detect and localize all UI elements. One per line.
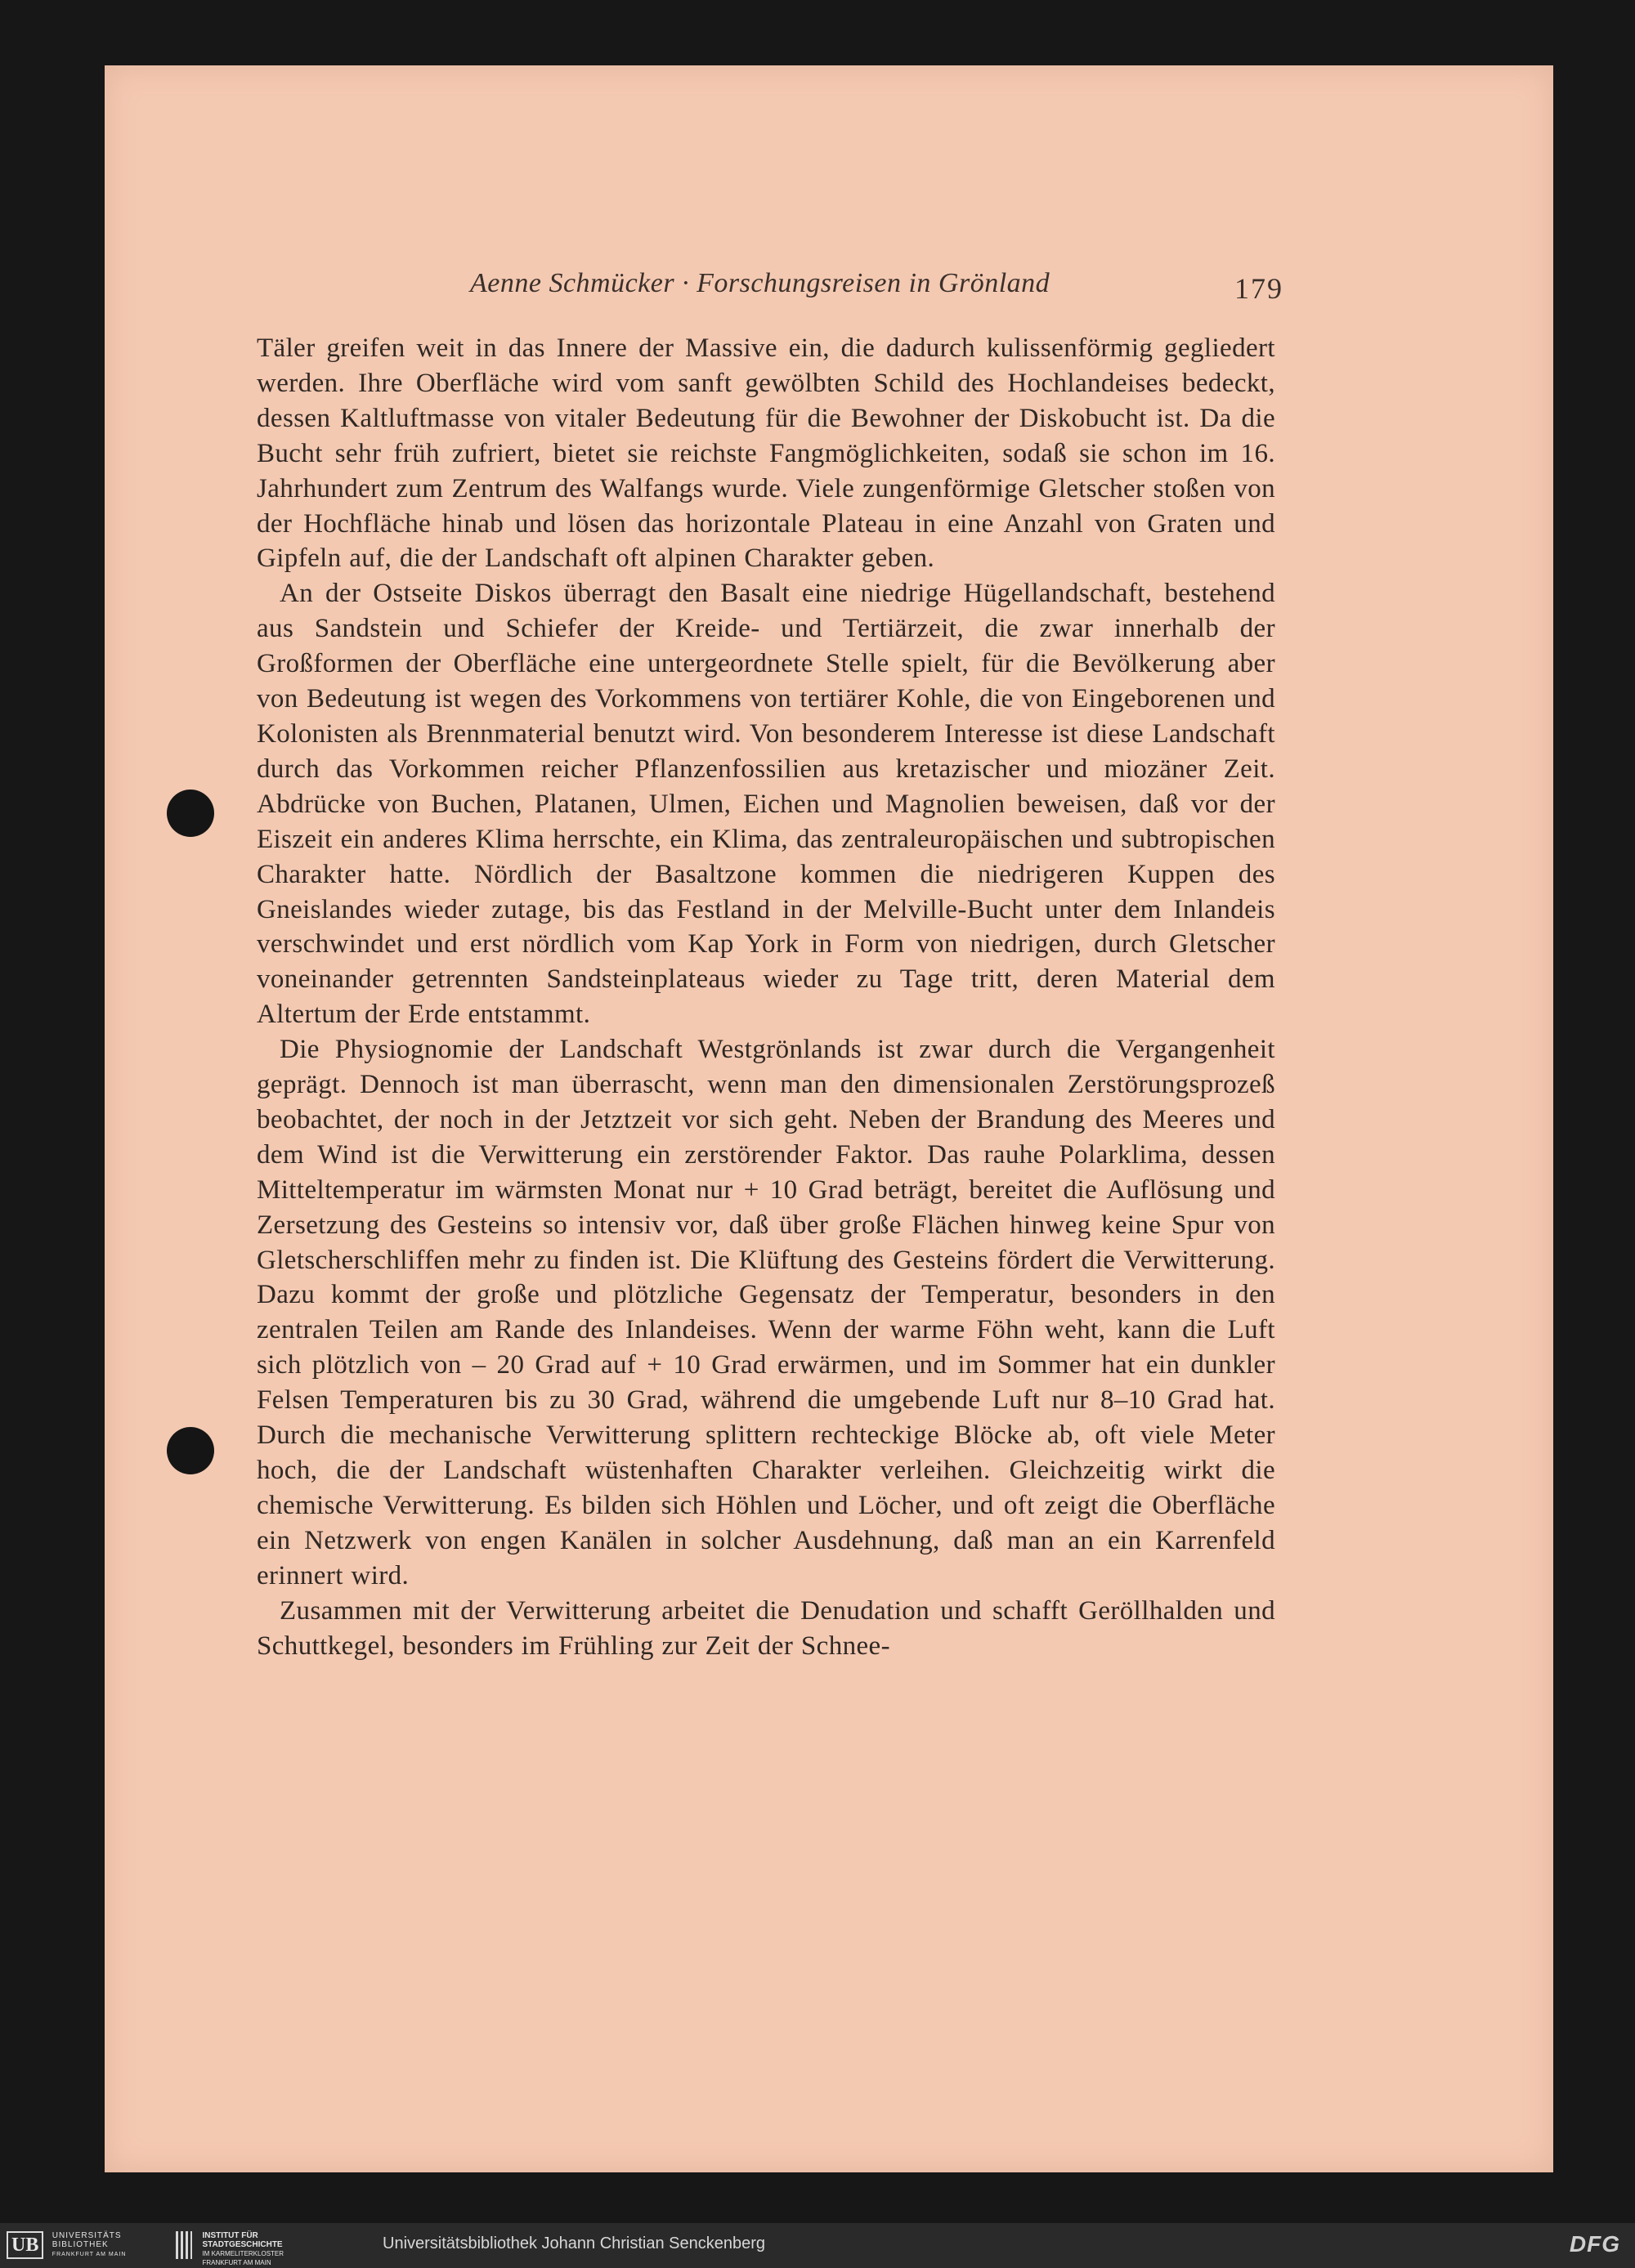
ub-logo[interactable] <box>7 2231 170 2259</box>
paragraph: Täler greifen weit in das Innere der Massive ein, die dadurch kulissenförmig gegliedert werden. Ihre Oberfläche wird vom sanft gewölbten Schild des Hochlandeises bedeckt, dessen Kaltluftmasse von vitaler Bedeutung für die Bewohner der Diskobucht ist. Da die Bucht sehr früh zufriert, bietet sie reichste Fangmöglichkeiten, sodaß sie schon im 16. Jahrhundert zum Zentrum des Walfangs wurde. Viele zungenförmige Gletscher stoßen von der Hochfläche hinab und lösen das horizontale Plateau in eine Anzahl von Graten und Gipfeln auf, die der Landschaft oft alpinen Charakter geben. <box>257 333 1275 574</box>
isg-logo-line: IM KARMELITERKLOSTER <box>202 2250 284 2257</box>
isg-logo-line: FRANKFURT AM MAIN <box>202 2259 271 2266</box>
isg-logo-text <box>202 2231 284 2267</box>
ub-logo-line: FRANKFURT AM MAIN <box>52 2252 127 2257</box>
page-number: 179 <box>1234 272 1283 305</box>
viewer-footer <box>0 2223 1635 2268</box>
body-text <box>257 331 1275 1663</box>
paragraph: Die Physiognomie der Landschaft Westgrönlands ist zwar durch die Vergangenheit geprägt. Dennoch ist man überrascht, wenn man den dimensionalen Zerstörungsprozeß beobachtet, der noch in der Jetztzeit vor sich geht. Neben der Brandung des Meeres und dem Wind ist die Verwitterung ein zerstörender Faktor. Das rauhe Polarklima, dessen Mitteltemperatur im wärmsten Monat nur + 10 Grad beträgt, bereitet die Auflösung und Zersetzung des Gesteins so intensiv vor, daß über große Flächen hinweg keine Spur von Gletscherschliffen mehr zu finden ist. Die Klüftung des Gesteins fördert die Verwitterung. Dazu kommt der große und plötzliche Gegensatz der Temperatur, besonders in den zentralen Teilen am Rande des Inlandeises. Wenn der warme Föhn weht, kann die Luft sich plötzlich von – 20 Grad auf + 10 Grad erwärmen, und im Sommer hat ein dunkler Felsen Temperaturen bis zu 30 Grad, während die umgebende Luft nur 8–10 Grad hat. Durch die mechanische Verwitterung splittern rechteckige Blöcke ab, oft viele Meter hoch, die der Landschaft wüstenhaften Charakter verleihen. Gleichzeitig wirkt die chemische Verwitterung. Es bilden sich Höhlen und Löcher, und oft zeigt die Oberfläche ein Netzwerk von engen Kanälen in solcher Ausdehnung, daß man an ein Karrenfeld erinnert wird. <box>257 1035 1275 1590</box>
punch-hole-upper <box>167 790 214 837</box>
ub-logo-text <box>52 2231 127 2259</box>
footer-institution-link[interactable]: Universitätsbibliothek Johann Christian Senckenberg <box>383 2234 766 2252</box>
ub-mark: UB <box>7 2231 43 2259</box>
isg-mark-icon <box>176 2231 192 2259</box>
isg-logo-line: INSTITUT FÜR <box>202 2231 258 2240</box>
paragraph: An der Ostseite Diskos überragt den Basalt eine niedrige Hügellandschaft, bestehend aus Sandstein und Schiefer der Kreide- und Tertiärzeit, die zwar innerhalb der Großformen der Oberfläche eine untergeordnete Stelle spielt, für die Bevölkerung aber von Bedeutung ist wegen des Vorkommens von tertiärer Kohle, die von Eingeborenen und Kolonisten als Brennmaterial benutzt wird. Von besonderem Interesse ist diese Landschaft durch das Vorkommen reicher Pflanzenfossilien aus kretazischer und miozäner Zeit. Abdrücke von Buchen, Platanen, Ulmen, Eichen und Magnolien beweisen, daß vor der Eiszeit ein anderes Klima herrschte, ein Klima, das zentraleuropäischen und subtropischen Charakter hatte. Nördlich der Basaltzone kommen die niedrigeren Kuppen des Gneislandes wieder zutage, bis das Festland in der Melville-Bucht unter dem Inlandeis verschwindet und erst nördlich vom Kap York in Form von niedrigen, durch Gletscher voneinander getrennten Sandsteinplateaus wieder zu Tage tritt, deren Material dem Altertum der Erde entstammt. <box>257 579 1275 1030</box>
ub-logo-line: BIBLIOTHEK <box>52 2240 109 2249</box>
dfg-logo[interactable]: DFG <box>1569 2231 1620 2257</box>
isg-logo-line: STADTGESCHICHTE <box>202 2240 283 2249</box>
paragraph: Zusammen mit der Verwitterung arbeitet die Denudation und schafft Geröllhalden und Schuttkegel, besonders im Frühling zur Zeit der Schnee- <box>257 1595 1275 1661</box>
punch-hole-lower <box>167 1427 214 1474</box>
isg-logo[interactable] <box>176 2231 347 2266</box>
ub-logo-line: UNIVERSITÄTS <box>52 2231 122 2240</box>
running-head: Aenne Schmücker · Forschungsreisen in Grönland <box>470 268 1050 298</box>
